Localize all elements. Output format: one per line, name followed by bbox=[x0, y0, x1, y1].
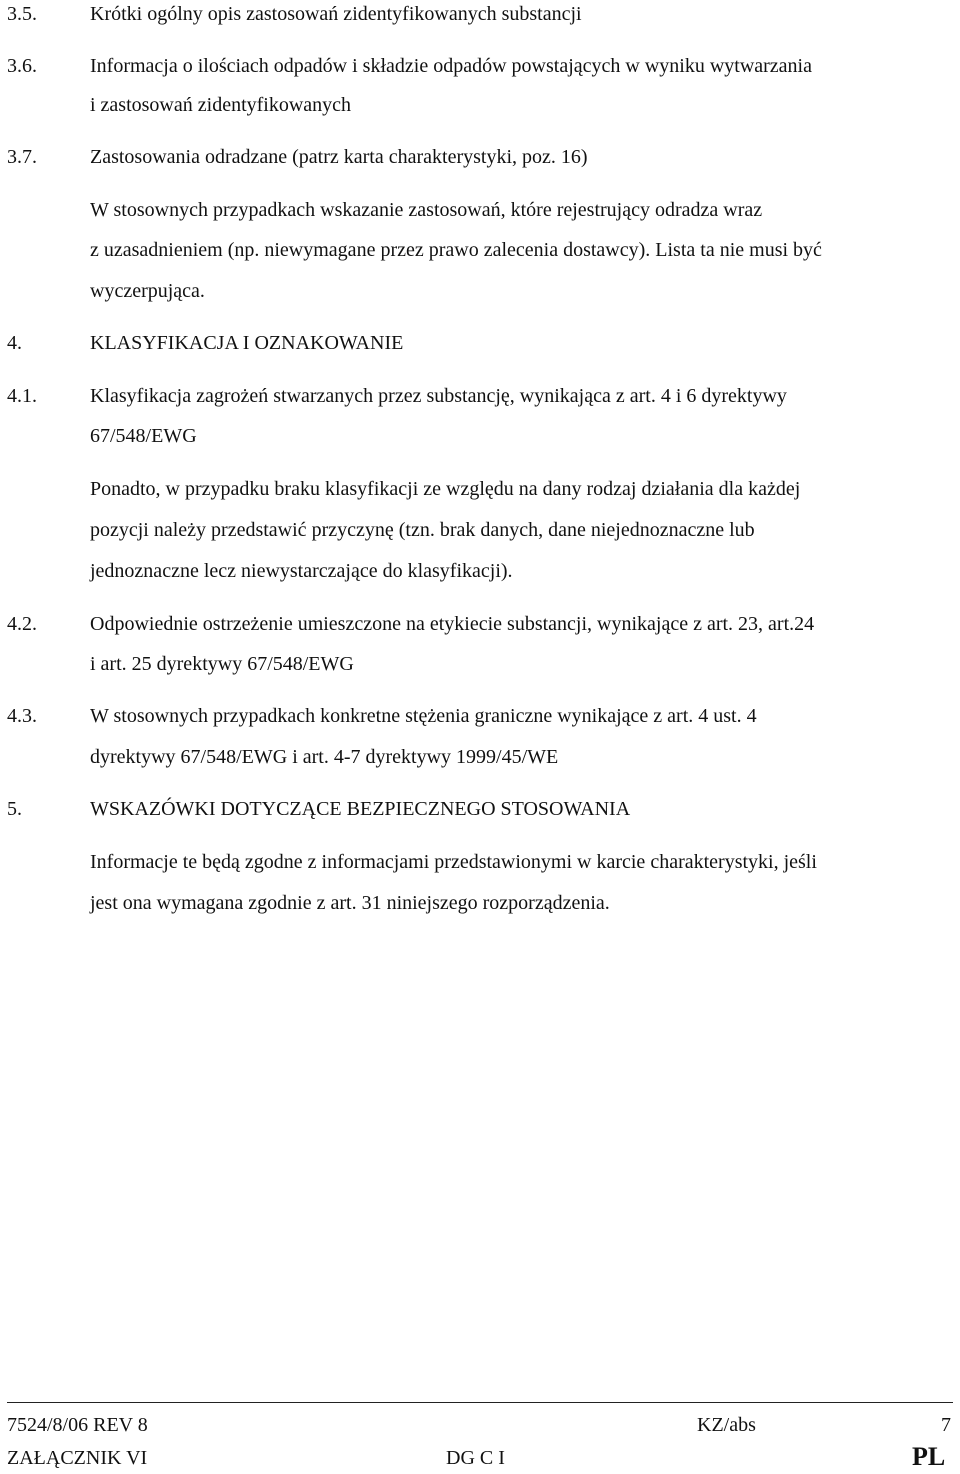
section-number: 3.6. bbox=[7, 55, 37, 77]
language-code: PL bbox=[912, 1442, 946, 1471]
footer-rule bbox=[7, 1402, 953, 1403]
section-number: 3.7. bbox=[7, 146, 37, 168]
section-heading: Zastosowania odradzane (patrz karta charakterystyki, poz. 16) bbox=[90, 146, 588, 168]
section-heading: Klasyfikacja zagrożeń stwarzanych przez substancję, wynikająca z art. 4 i 6 dyrektywy bbox=[90, 385, 787, 407]
section-heading: i art. 25 dyrektywy 67/548/EWG bbox=[90, 653, 354, 675]
paragraph-line: z uzasadnieniem (np. niewymagane przez prawo zalecenia dostawcy). Lista ta nie musi być bbox=[90, 239, 822, 261]
section-heading: Informacja o ilościach odpadów i składzie odpadów powstających w wyniku wytwarzania bbox=[90, 55, 812, 77]
annex-label: ZAŁĄCZNIK VI bbox=[7, 1447, 148, 1469]
author-code: KZ/abs bbox=[697, 1414, 756, 1436]
paragraph-line: Ponadto, w przypadku braku klasyfikacji ze względu na dany rodzaj działania dla każdej bbox=[90, 478, 801, 500]
paragraph-line: jednoznaczne lecz niewystarczające do klasyfikacji). bbox=[90, 560, 513, 582]
paragraph-line: W stosownych przypadkach wskazanie zastosowań, które rejestrujący odradza wraz bbox=[90, 199, 763, 221]
section-heading: Krótki ogólny opis zastosowań zidentyfikowanych substancji bbox=[90, 3, 582, 25]
paragraph-line: wyczerpująca. bbox=[90, 280, 205, 302]
section-number: 3.5. bbox=[7, 3, 37, 25]
section-heading: Odpowiednie ostrzeżenie umieszczone na etykiecie substancji, wynikające z art. 23, art.24 bbox=[90, 613, 815, 635]
section-number: 4. bbox=[7, 332, 22, 354]
section-heading: W stosownych przypadkach konkretne stężenia graniczne wynikające z art. 4 ust. 4 bbox=[90, 705, 757, 727]
page-number: 7 bbox=[941, 1414, 951, 1436]
section-number: 4.1. bbox=[7, 385, 37, 407]
section-number: 4.2. bbox=[7, 613, 37, 635]
section-number: 4.3. bbox=[7, 705, 37, 727]
paragraph-line: Informacje te będą zgodne z informacjami przedstawionymi w karcie charakterystyki, jeśli bbox=[90, 851, 817, 873]
paragraph-line: jest ona wymagana zgodnie z art. 31 niniejszego rozporządzenia. bbox=[90, 892, 610, 914]
doc-reference: 7524/8/06 REV 8 bbox=[7, 1414, 148, 1436]
section-heading: i zastosowań zidentyfikowanych bbox=[90, 94, 352, 116]
section-heading: dyrektywy 67/548/EWG i art. 4-7 dyrektywy 1999/45/WE bbox=[90, 746, 559, 768]
section-heading: WSKAZÓWKI DOTYCZĄCE BEZPIECZNEGO STOSOWANIA bbox=[90, 798, 631, 820]
paragraph-line: pozycji należy przedstawić przyczynę (tzn. brak danych, dane niejednoznaczne lub bbox=[90, 519, 755, 541]
section-heading: 67/548/EWG bbox=[90, 425, 197, 447]
section-number: 5. bbox=[7, 798, 22, 820]
section-heading: KLASYFIKACJA I OZNAKOWANIE bbox=[90, 332, 404, 354]
dg-label: DG C I bbox=[446, 1447, 505, 1469]
